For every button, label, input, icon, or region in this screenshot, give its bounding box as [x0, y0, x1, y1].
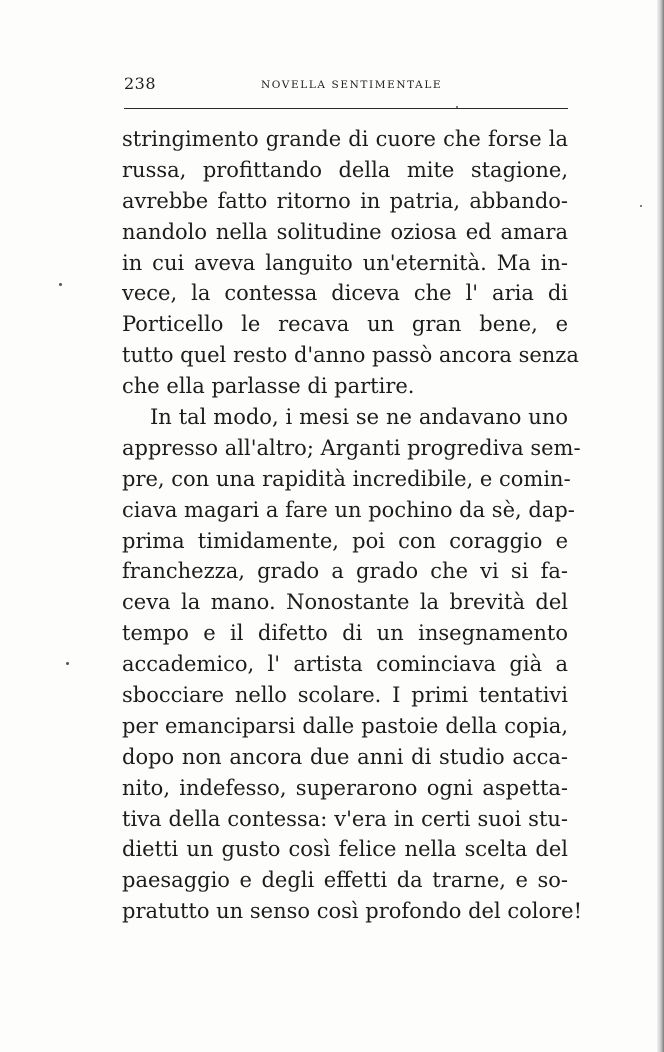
text-line: Porticello le recava un gran bene, e — [122, 312, 568, 337]
text-line: che ella parlasse di partire. — [122, 374, 415, 399]
text-line: avrebbe fatto ritorno in patria, abbando- — [122, 188, 568, 213]
paper-speck — [456, 106, 458, 108]
text-line: dopo non ancora due anni di studio acca- — [122, 744, 568, 769]
text-line: dietti un gusto così felice nella scelta del — [122, 837, 568, 862]
text-line: per emanciparsi dalle pastoie della copia, — [122, 713, 568, 738]
text-line: paesaggio e degli effetti da trarne, e so- — [122, 868, 568, 893]
text-line: appresso all'altro; Arganti progrediva sem- — [122, 435, 581, 460]
text-line: nito, indefesso, superarono ogni aspetta- — [122, 775, 568, 800]
text-line: pratutto un senso così profondo del colore! — [122, 899, 583, 924]
text-line: tempo e il difetto di un insegnamento — [122, 621, 568, 646]
text-line: tutto quel resto d'anno passò ancora senza — [122, 343, 579, 368]
text-line: prima timidamente, poi con coraggio e — [122, 528, 568, 553]
text-line: pre, con una rapidità incredibile, e comin- — [122, 466, 571, 491]
text-line: russa, profittando della mite stagione, — [122, 157, 568, 182]
text-line: In tal modo, i mesi se ne andavano uno — [150, 405, 568, 430]
text-line: tiva della contessa: v'era in certi suoi stu- — [122, 806, 568, 831]
paper-speck — [640, 205, 642, 207]
paper-speck — [59, 283, 62, 286]
text-line: vece, la contessa diceva che l' aria di — [122, 281, 568, 306]
page-header — [124, 74, 568, 94]
text-line: ceva la mano. Nonostante la brevità del — [122, 590, 568, 615]
page-edge-shadow — [657, 0, 664, 1052]
running-title: NOVELLA SENTIMENTALE — [261, 79, 443, 91]
text-line: nandolo nella solitudine oziosa ed amara — [122, 219, 568, 244]
page-number: 238 — [124, 74, 157, 93]
text-line: stringimento grande di cuore che forse la — [122, 127, 568, 151]
text-line: sbocciare nello scolare. I primi tentativi — [122, 683, 568, 708]
header-rule — [124, 108, 568, 109]
text-line: franchezza, grado a grado che vi si fa- — [122, 559, 568, 584]
body-text — [122, 124, 583, 927]
text-line: ciava magari a fare un pochino da sè, dap- — [122, 497, 575, 522]
paper-speck — [66, 662, 69, 665]
text-line: accademico, l' artista cominciava già a — [122, 652, 568, 677]
text-line: in cui aveva languito un'eternità. Ma in- — [122, 250, 568, 275]
